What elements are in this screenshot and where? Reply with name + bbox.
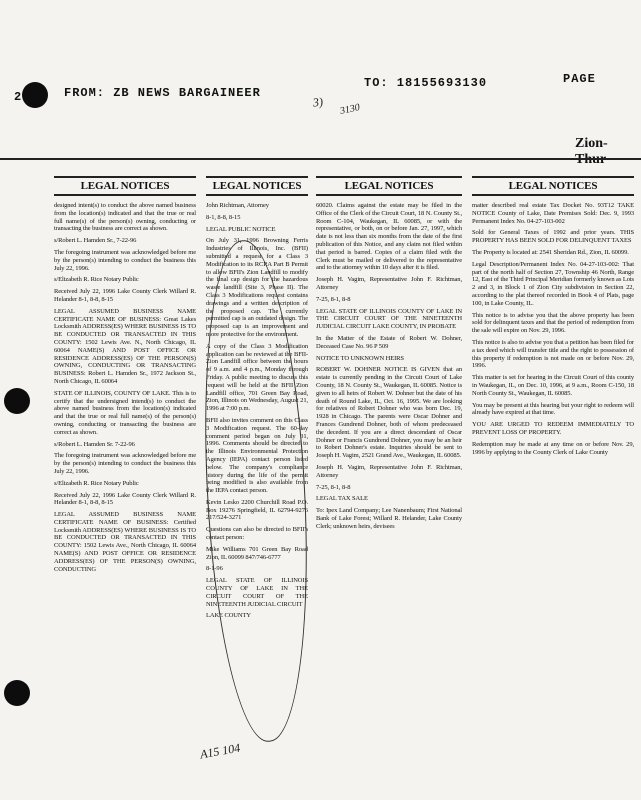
newspaper-masthead	[575, 136, 608, 168]
notice-paragraph: STATE OF ILLINOIS, COUNTY OF LAKE. This is to certify that the undersigned intend(s) to conduct the above named business from the location(s) indicated and that the true or real full name(s) of the person(s) owning, conducting or transacting the business are correct as shown.	[54, 389, 196, 436]
legal-column	[472, 176, 634, 776]
notice-paragraph: Redemption may be made at any time on or before Nov. 29, 1996 by applying to the County Clerk of Lake County	[472, 440, 634, 456]
notice-paragraph: s/Robert L. Hamden Sr. 7-22-96	[54, 440, 135, 448]
notice-paragraph: 8-1, 8-8, 8-15	[206, 213, 241, 221]
notice-paragraph: matter described real estate Tax Docket No. 93T12 TAKE NOTICE County of Lake, Date Premises Sold: Dec. 9, 1993 Permanent Index No. 04-27-103-002	[472, 202, 634, 225]
notice-paragraph: On July 31, 1996 Browning Ferris Industries of Illinois, Inc. (BFII) submitted a request for a Class 3 Modification to its RCRA Part B Permit to allow BFII's Zion Landfill to modify the final cap design for the hazardous waste landfill (Site 3, Phase II). The Class 3 Modifications request contains drawings and a written description of the proposed cap. The currently permitted cap is an outdated design. The proposed cap is an improvement and more protective for the environment.	[206, 237, 308, 338]
handwritten-note: A15 104	[199, 740, 242, 762]
notice-paragraph: To: Ipex Land Company; Lee Nanenbaum; First National Bank of Lake Forest; Willard R. Helander, Lake County Clerk; unknown heirs, devisees	[316, 507, 462, 530]
notice-paragraph: s/Elizabeth R. Rice Notary Public	[54, 479, 139, 487]
notice-paragraph: BFII also invites comment on this Class 3 Modification request. The 60-day comment period began on July 31, 1996. Comments should be directed to the Illinois Environmental Protection Agency (IEPA) contact person listed below. The company's compliance history during the life of the permit being modified is also available from the IEPA contact person.	[206, 416, 308, 495]
notice-paragraph: Received July 22, 1996 Lake County Clerk Willard R. Helander 8-1, 8-8, 8-15	[54, 288, 196, 303]
fax-to: TO: 18155693130	[364, 76, 488, 90]
notice-paragraph: The Property is located at: 2541 Sheridan Rd., Zion, IL 60099.	[472, 248, 629, 256]
notice-paragraph: LEGAL STATE OF ILLINOIS COUNTY OF LAKE IN THE CIRCUIT COURT OF THE NINETEENTH JUDICIAL CIRCUIT LAKE COUNTY, IN PROBATE	[316, 307, 462, 331]
column-header: LEGAL NOTICES	[206, 176, 308, 196]
handwritten-note: 3)	[312, 94, 324, 110]
notice-paragraph: ROBERT W. DOHNER NOTICE IS GIVEN that an estate is currently pending in the Circuit Court of Lake County, 18 N. County St., Waukegan, IL 60085. Notice is given to all heirs of Robert W. Dohner but the date of his death of Round Lake, IL, Oct. 16, 1995. We are looking for relatives of Robert Dohner who was born Dec. 19, 1928 in Chicago. The parents were Oscar Dohner and Frances Gundrend Dohner, both of whom predeceased the decedent. If you are a direct descendant of Oscar Dohner or Francis Gundrend Dohner, you may be an heir to Robert Dohner's estate. Inquiries should be sent to Joseph H. Vagim, 2521 Grand Ave., Waukegan, IL 60085.	[316, 366, 462, 460]
notice-paragraph: This notice is also to advise you that a petition has been filed for a tax deed which will transfer title and the right to possession of this property if redemption is not made on or before Nov. 29, 1996.	[472, 338, 634, 370]
notice-paragraph: A copy of the Class 3 Modification application can be reviewed at the BFII-Zion Landfill office between the hours of 9 a.m. and 4 p.m., Monday through Friday. A public meeting to discuss this request will be held at the BFII Zion Landfill office, 701 Green Bay Road, Zion, Illinois on Wednesday, August 21, 1996 at 7:00 p.m.	[206, 342, 308, 413]
notice-paragraph: s/Robert L. Hamden Sr., 7-22-96	[54, 237, 137, 245]
column-header: LEGAL NOTICES	[316, 176, 462, 196]
notice-paragraph: Joseph H. Vagim, Representative John F. Richtman, Attorney	[316, 276, 462, 291]
notice-paragraph: LEGAL PUBLIC NOTICE	[206, 225, 276, 233]
notice-paragraph: This notice is to advise you that the above property has been sold for delinquent taxes and that the period of redemption from the sale will expire on Nov. 29, 1996.	[472, 311, 634, 335]
notice-paragraph: LEGAL ASSUMED BUSINESS NAME CERTIFICATE NAME OF BUSINESS: Certified Locksmith ADDRESS(ES) WHERE BUSINESS IS TO BE CONDUCTED OR TRANSACTED IN THIS COUNTY: 1502 Lewis Ave., North Chicago, IL 60064 NAME(S) AND POST OFFICE OR RESIDENCE ADDRESS(ES) OF THE PERSON(S) OWNING, CONDUCTING	[54, 511, 196, 573]
fax-page-marker: 2	[14, 90, 22, 104]
notice-paragraph: The foregoing instrument was acknowledged before me by the person(s) intending to conduct the business this July 22, 1996.	[54, 452, 196, 475]
notice-paragraph: Joseph H. Vagim, Representative John F. Richtman, Attorney	[316, 463, 462, 479]
column-header: LEGAL NOTICES	[54, 176, 196, 196]
punch-hole	[4, 388, 30, 414]
notice-paragraph: LEGAL ASSUMED BUSINESS NAME CERTIFICATE NAME OF BUSINESS: Great Lakes Locksmith ADDRESS(ES) WHERE BUSINESS IS TO BE CONDUCTED OR TRANSACTED IN THIS COUNTY: 1502 Lewis Ave. N., North Chicago, IL 60064 NAME(S) AND POST OFFICE OR RESIDENCE ADDRESS(ES) OF THE PERSON(S) OWNING, CONDUCTING OR TRANSACTING BUSINESS: Robert L. Hamden Sr., 1972 Jackson St., North Chicago, IL 60064	[54, 307, 196, 385]
notice-paragraph: 60020. Claims against the estate may be filed in the Office of the Clerk of the Circuit Court, 18 N. County St., Room C-104, Waukegan, IL 60085, or with the representative, or both, on or before Jan. 27, 1997, which date is not less than six months from the date of the first publication of this Notice, and any claim not filed within that period is barred. Copies of a claim filed with the Clerk must be mailed or delivered to the representative and to the attorney within 10 days after it is filed.	[316, 202, 462, 272]
notice-paragraph: Questions can also be directed to BFII's contact person:	[206, 526, 308, 542]
notice-paragraph: Mike Williams 701 Green Bay Road Zion, IL 60099 847/746-6777	[206, 545, 308, 561]
masthead-line	[575, 152, 608, 168]
fax-page-label: PAGE	[563, 72, 596, 86]
divider	[0, 158, 641, 160]
notice-paragraph: In the Matter of the Estate of Robert W. Dohner, Deceased Case No. 96 P 509	[316, 334, 462, 350]
fax-from: FROM: ZB NEWS BARGAINEER	[64, 86, 261, 100]
masthead-line: Zion-	[575, 136, 608, 151]
notice-paragraph: 7-25, 8-1, 8-8	[316, 483, 351, 491]
notice-paragraph: This matter is set for hearing in the Circuit Court of this county in Waukegan, IL, on Dec. 10, 1996, at 9 a.m., Room C-150, 18 North County St., Waukegan, IL 60085.	[472, 374, 634, 397]
column-header: LEGAL NOTICES	[472, 176, 634, 196]
legal-column	[54, 176, 196, 776]
notice-paragraph: designed intent(s) to conduct the above named business from the location(s) indicated and that the true or real full name(s) of the person(s) owning, conducting or transacting the business are correct as shown.	[54, 202, 196, 233]
handwritten-note: 3130	[339, 102, 361, 117]
notice-paragraph: You may be present at this hearing but your right to redeem will already have expired at that time.	[472, 401, 634, 417]
punch-hole	[4, 680, 30, 706]
notice-paragraph: NOTICE TO UNKNOWN HEIRS	[316, 354, 404, 362]
notice-paragraph: John Richtman, Attorney	[206, 202, 269, 209]
notice-paragraph: Kevin Lesko 2200 Churchill Road P.O. Box 19276 Springfield, IL 62794-9276 217/524-3271	[206, 498, 308, 522]
notice-paragraph: The foregoing instrument was acknowledged before me by the person(s) intending to conduct the business this July 22, 1996.	[54, 248, 196, 272]
notice-paragraph: LAKE COUNTY	[206, 612, 251, 620]
notice-paragraph: s/Elizabeth R. Rice Notary Public	[54, 276, 139, 284]
notice-paragraph: LEGAL STATE OF ILLINOIS COUNTY OF LAKE IN THE CIRCUIT COURT OF THE NINETEENTH JUDICIAL CIRCUIT	[206, 577, 308, 608]
notice-paragraph: Legal Description/Permanent Index No. 04-27-103-002: That part of the north half of Section 27, Township 46 North, Range 12, East of the Third Principal Meridian formerly known as Lots 2 and 3, in Block 1 of Zion City subdivision in Section 22, according to the plat thereof recorded in Book 4 of Plats, page 100, in Lake County, IL.	[472, 260, 634, 307]
notice-paragraph: 8-1-96	[206, 565, 223, 573]
legal-column	[316, 176, 462, 776]
notice-paragraph: 7-25, 8-1, 8-8	[316, 295, 351, 303]
notice-paragraph: LEGAL TAX SALE	[316, 495, 368, 503]
notice-paragraph: Received July 22, 1996 Lake County Clerk Willard R. Helander 8-1, 8-8, 8-15	[54, 491, 196, 507]
notice-paragraph: Sold for General Taxes of 1992 and prior years. THIS PROPERTY HAS BEEN SOLD FOR DELINQUENT TAXES	[472, 229, 634, 245]
notice-paragraph: YOU ARE URGED TO REDEEM IMMEDIATELY TO PREVENT LOSS OF PROPERTY.	[472, 421, 634, 436]
